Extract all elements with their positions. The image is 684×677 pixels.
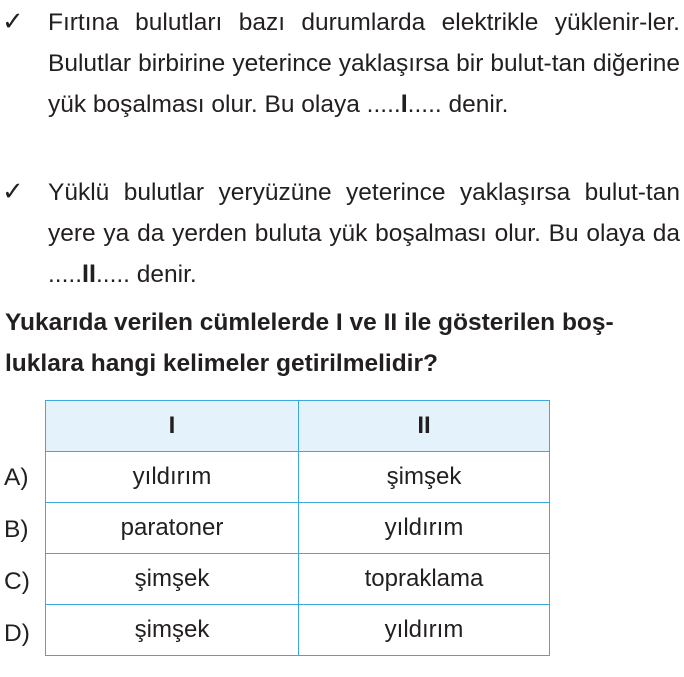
options-table — [45, 400, 550, 656]
cell-col-1: paratoner — [46, 503, 299, 554]
blank-mark-2: II — [82, 260, 96, 288]
table-row[interactable] — [46, 605, 550, 656]
cell-col-2: şimşek — [299, 452, 550, 503]
table-row[interactable] — [46, 452, 550, 503]
cell-col-1: yıldırım — [46, 452, 299, 503]
question-text: Yukarıda verilen cümlelerde I ve II ile gösterilen boş-luklara hangi kelimeler getirilmelidir? — [5, 309, 614, 377]
cell-col-1: şimşek — [46, 605, 299, 656]
option-label-d[interactable]: D) — [4, 620, 30, 647]
statement-2-before: Yüklü bulutlar yeryüzüne yeterince yaklaşırsa bulut-tan yere ya da yerden buluta yük boşalması olur. Bu olaya da ..... — [48, 179, 680, 288]
statement-1-after: ..... denir. — [407, 91, 509, 118]
cell-col-2: yıldırım — [299, 503, 550, 554]
checkmark-icon: ✓ — [2, 177, 24, 207]
option-labels — [4, 452, 44, 660]
statement-1-before: Fırtına bulutları bazı durumlarda elektrikle yüklenir-ler. Bulutlar birbirine yeterince yaklaşırsa bir bulut-tan diğerine yük boşalması olur. Bu olaya ..... — [48, 9, 680, 118]
table-row[interactable] — [46, 554, 550, 605]
header-col-2: II — [299, 401, 550, 452]
blank-mark-1: I — [400, 90, 408, 118]
option-label-a[interactable]: A) — [4, 464, 29, 491]
cell-col-2: yıldırım — [299, 605, 550, 656]
cell-col-2: topraklama — [299, 554, 550, 605]
statement-1-text — [48, 2, 680, 125]
table-header-row — [46, 401, 550, 452]
header-col-1: I — [46, 401, 299, 452]
statement-2-text — [48, 172, 680, 295]
statement-2-after: ..... denir. — [95, 261, 197, 288]
cell-col-1: şimşek — [46, 554, 299, 605]
option-label-c[interactable]: C) — [4, 568, 30, 595]
table-row[interactable] — [46, 503, 550, 554]
option-label-b[interactable]: B) — [4, 516, 29, 543]
checkmark-icon: ✓ — [2, 7, 24, 37]
